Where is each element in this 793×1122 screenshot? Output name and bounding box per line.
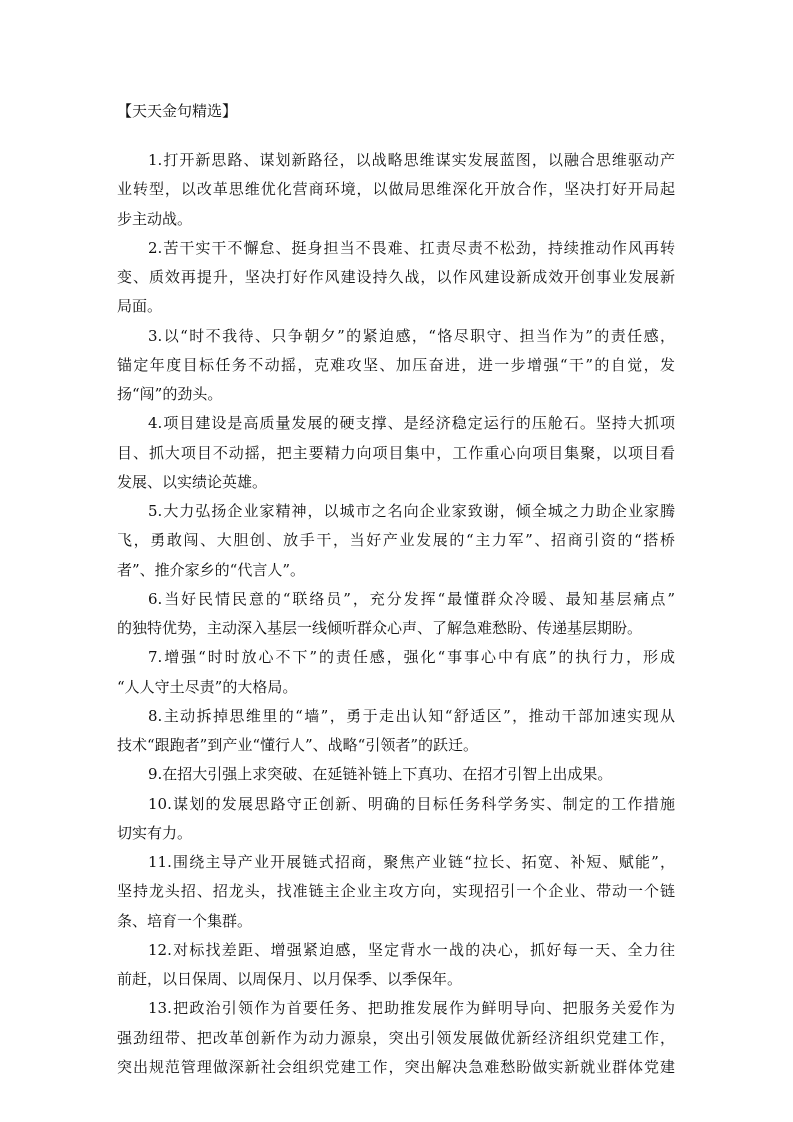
paragraph-10-line-2: 切实有力。 [117, 823, 193, 842]
paragraph-12-line-1: 12.对标找差距、增强紧迫感，坚定背水一战的决心，抓好每一天、全力往 [148, 940, 675, 959]
paragraph-9-line-1: 9.在招大引强上求突破、在延链补链上下真功、在招才引智上出成果。 [148, 765, 613, 784]
paragraph-4-line-3: 发展、以实绩论英雄。 [117, 472, 268, 491]
paragraph-3-line-3: 扬“闯”的劲头。 [117, 385, 223, 403]
paragraph-11-line-2: 坚持龙头招、招龙头，找准链主企业主攻方向，实现招引一个企业、带动一个链 [117, 882, 675, 901]
paragraph-5-line-3: 者”、推介家乡的“代言人”。 [117, 560, 306, 579]
paragraph-13-line-3: 突出规范管理做深新社会组织党建工作，突出解决急难愁盼做实新就业群体党建 [117, 1057, 675, 1076]
paragraph-10-line-1: 10.谋划的发展思路守正创新、明确的目标任务科学务实、制定的工作措施 [148, 794, 675, 813]
paragraph-13-line-1: 13.把政治引领作为首要任务、把助推发展作为鲜明导向、把服务关爱作为 [148, 999, 675, 1018]
paragraph-1-line-2: 业转型，以改革思维优化营商环境，以做局思维深化开放合作，坚决打好开局起 [117, 180, 675, 199]
paragraph-2-line-1: 2.苦干实干不懈怠、挺身担当不畏难、扛责尽责不松劲，持续推动作风再转 [148, 238, 675, 257]
paragraph-4-line-1: 4.项目建设是高质量发展的硬支撑、是经济稳定运行的压舱石。坚持大抓项 [148, 414, 675, 433]
paragraph-5-line-2: 飞，勇敢闯、大胆创、放手干，当好产业发展的“主力军”、招商引资的“搭桥 [117, 531, 675, 550]
paragraph-7-line-2: “人人守土尽责”的大格局。 [117, 677, 298, 696]
paragraph-8-line-2: 技术“跟跑者”到产业“懂行人”、战略“引领者”的跃迁。 [117, 736, 479, 754]
paragraph-2-line-3: 局面。 [117, 297, 163, 316]
paragraph-5-line-1: 5.大力弘扬企业家精神，以城市之名向企业家致谢，倾全城之力助企业家腾 [148, 502, 675, 520]
paragraph-11-line-3: 条、培育一个集群。 [117, 911, 253, 930]
paragraph-13-line-2: 强劲纽带、把改革创新作为动力源泉，突出引领发展做优新经济组织党建工作， [117, 1028, 675, 1047]
paragraph-8-line-1: 8.主动拆掉思维里的“墙”，勇于走出认知“舒适区”，推动干部加速实现从 [148, 706, 675, 725]
paragraph-3-line-1: 3.以“时不我待、只争朝夕”的紧迫感，“恪尽职守、担当作为”的责任感， [148, 326, 675, 345]
paragraph-11-line-1: 11.围绕主导产业开展链式招商，聚焦产业链“拉长、拓宽、补短、赋能”， [148, 853, 675, 871]
paragraph-7-line-1: 7.增强“时时放心不下”的责任感，强化“事事心中有底”的执行力，形成 [148, 648, 675, 667]
paragraph-3-line-2: 锚定年度目标任务不动摇，克难攻坚、加压奋进，进一步增强“干”的自觉，发 [117, 355, 675, 374]
paragraph-4-line-2: 目、抓大项目不动摇，把主要精力向项目集中，工作重心向项目集聚，以项目看 [117, 443, 675, 462]
paragraph-6-line-1: 6.当好民情民意的“联络员”，充分发挥“最懂群众冷暖、最知基层痛点” [148, 589, 675, 608]
paragraph-1-line-1: 1.打开新思路、谋划新路径，以战略思维谋实发展蓝图，以融合思维驱动产 [148, 151, 675, 169]
paragraph-6-line-2: 的独特优势，主动深入基层一线倾听群众心声、了解急难愁盼、传递基层期盼。 [117, 619, 643, 637]
paragraph-1-line-3: 步主动战。 [117, 209, 193, 228]
paragraph-12-line-2: 前赶，以日保周、以周保月、以月保季、以季保年。 [117, 970, 463, 988]
document-heading: 【天天金句精选】 [117, 102, 238, 120]
paragraph-2-line-2: 变、质效再提升，坚决打好作风建设持久战，以作风建设新成效开创事业发展新 [117, 268, 675, 286]
